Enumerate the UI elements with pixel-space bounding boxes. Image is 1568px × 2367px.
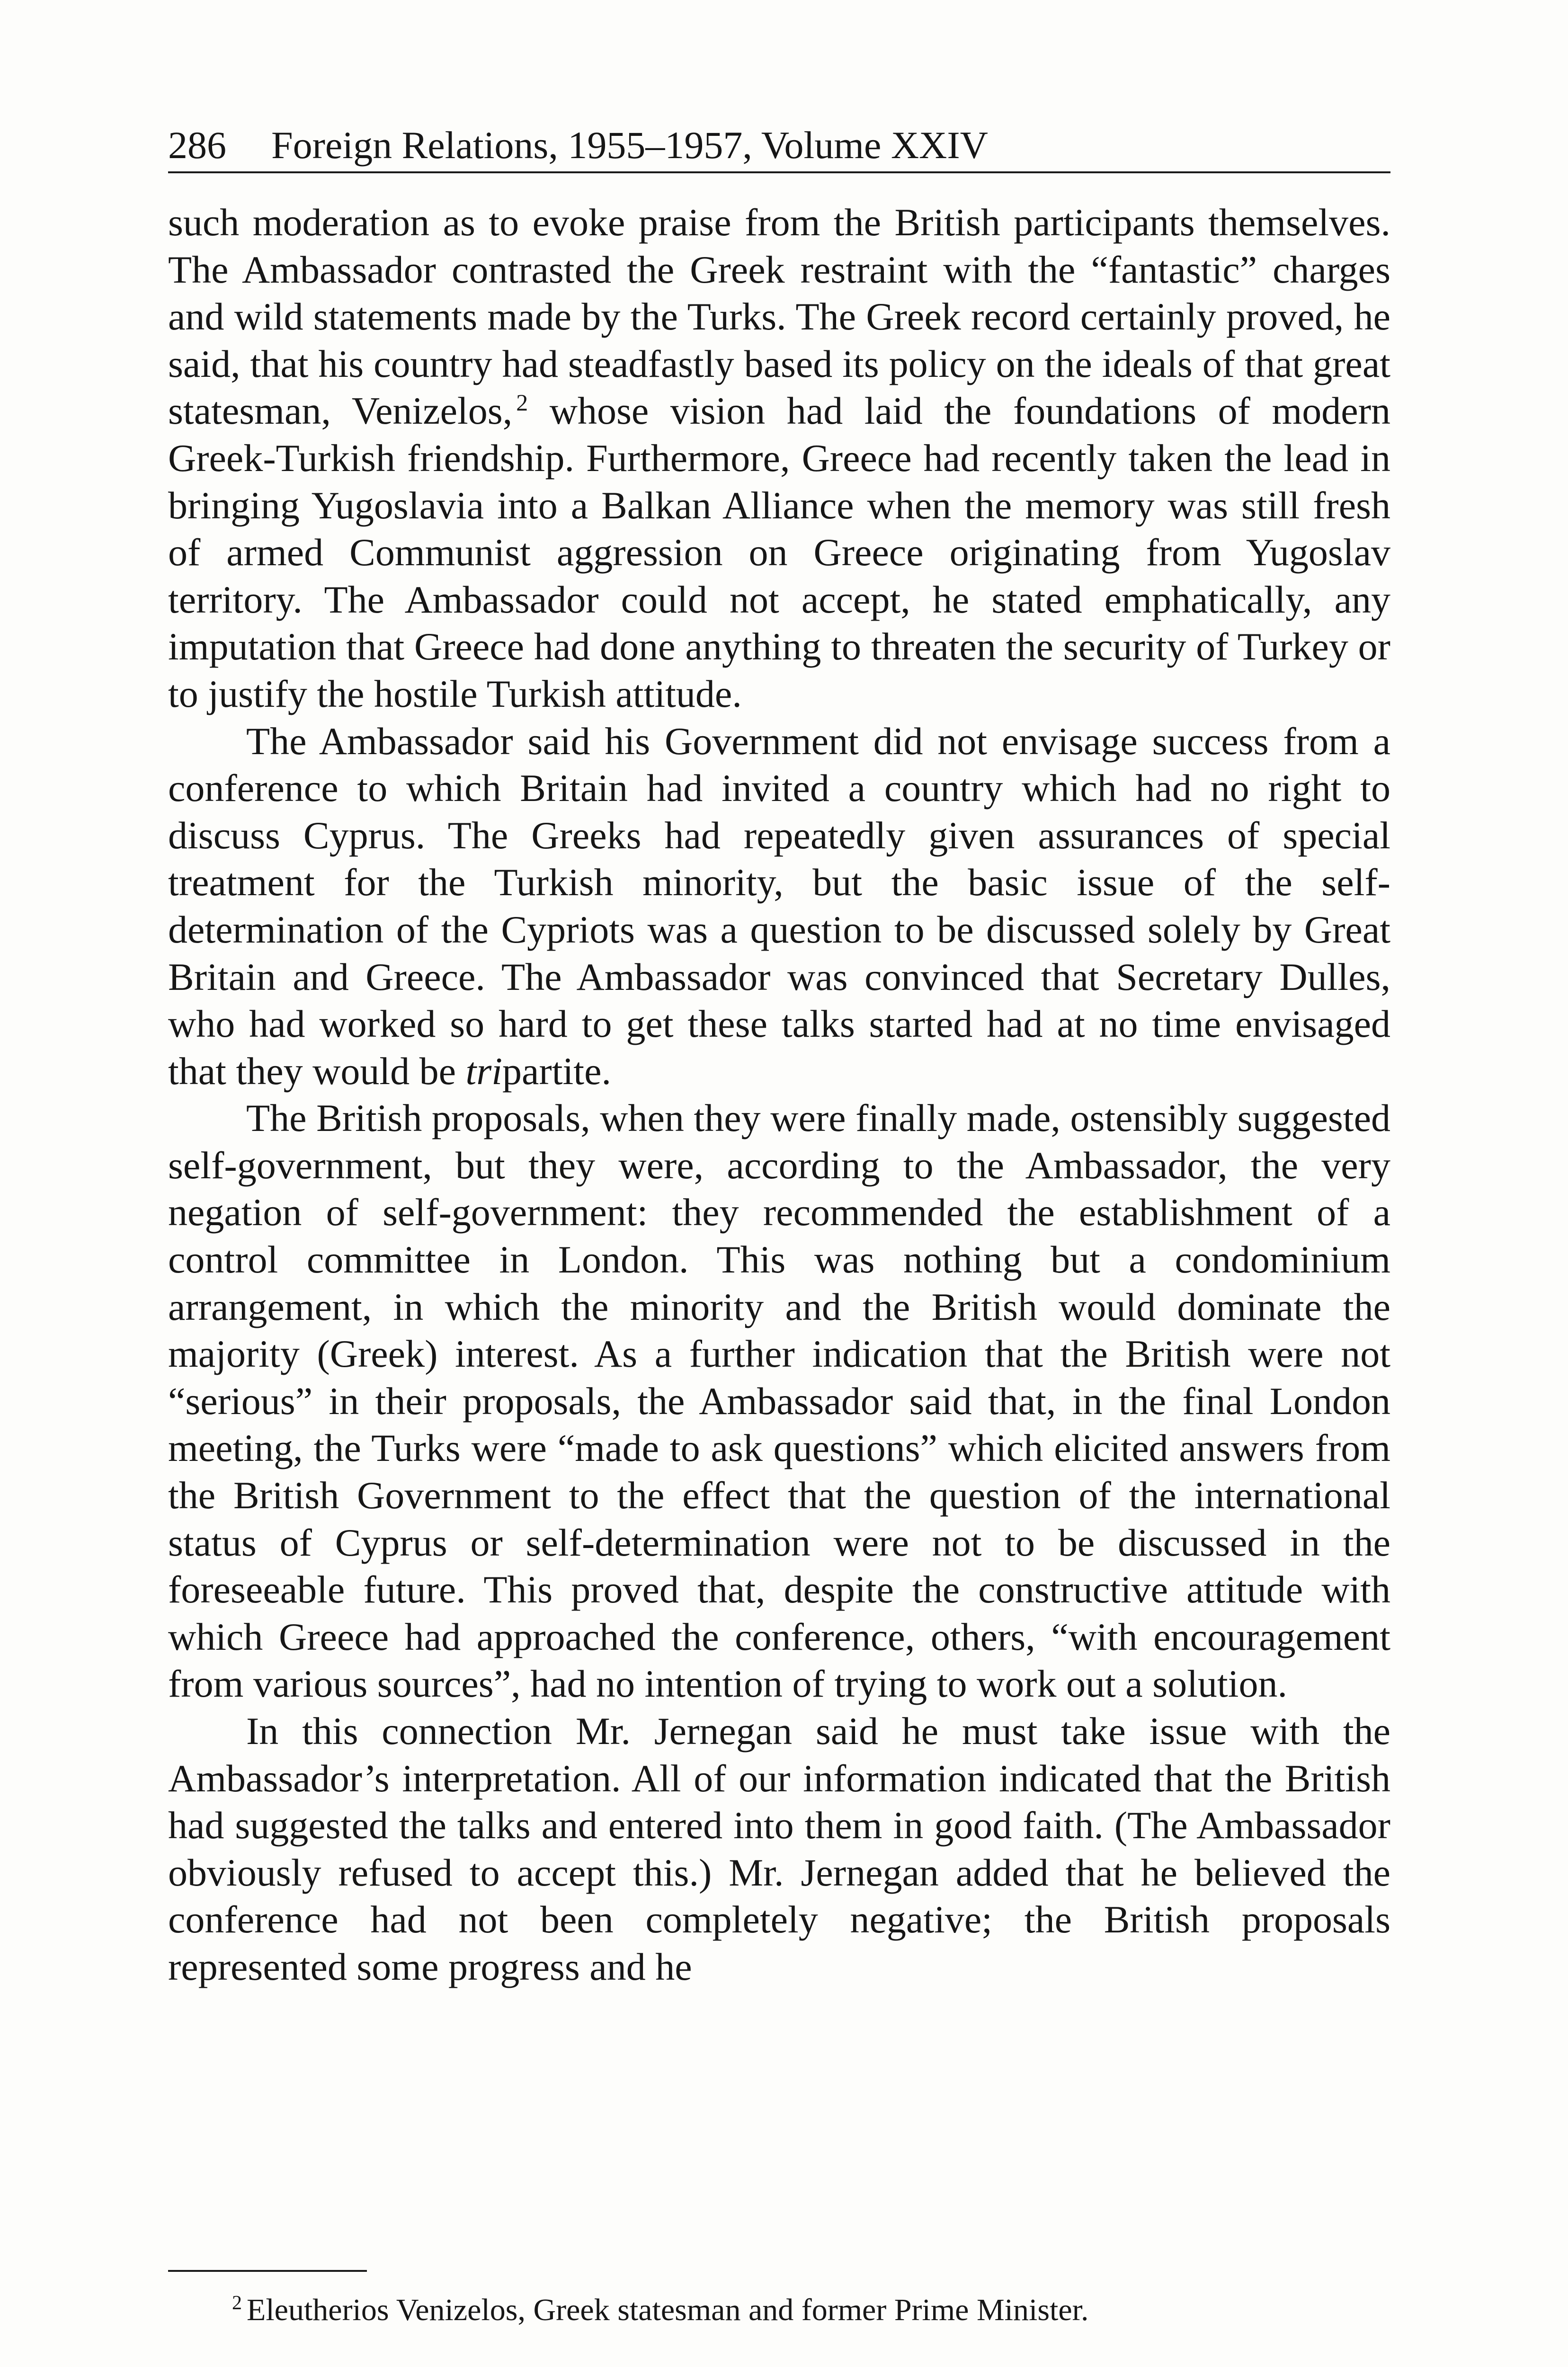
paragraph-1-part-a: such moderation as to evoke praise from the British participants themselves. The Ambassador contrasted the Greek restraint with the “fantastic” charges and wild statements made by the Turks. The Greek record certainly proved, he said, that his country had steadfastly based its policy on the ideals of that great statesman, Venizelos,	[168, 201, 1390, 433]
paragraph-2-part-b: partite.	[502, 1049, 611, 1093]
footnote-number: 2	[232, 2292, 242, 2314]
paragraph-1-part-b: whose vision had laid the foundations of modern Greek-Turkish friendship. Furthermore, Greece had recently taken the lead in bringing Yugoslavia into a Balkan Alliance when the memory was still fresh of armed Communist aggression on Greece originating from Yugoslav territory. The Ambassador could not accept, he stated emphatically, any imputation that Greece had done anything to threaten the security of Turkey or to justify the hostile Turkish attitude.	[168, 389, 1390, 715]
body-text	[168, 199, 1390, 1991]
italic-emphasis: tri	[465, 1049, 503, 1093]
footnote-reference: 2	[516, 389, 528, 416]
paragraph-1	[168, 199, 1390, 718]
paragraph-3: The British proposals, when they were finally made, ostensibly suggested self-government, but they were, according to the Ambassador, the very negation of self-government: they recommended the establishment of a control committee in London. This was nothing but a condominium arrangement, in which the minority and the British would dominate the majority (Greek) interest. As a further indication that the British were not “serious” in their proposals, the Ambassador said that, in the final London meeting, the Turks were “made to ask questions” which elicited answers from the British Government to the effect that the question of the international status of Cyprus or self-determination were not to be discussed in the foreseeable future. This proved that, despite the constructive attitude with which Greece had approached the conference, others, “with encouragement from various sources”, had no intention of trying to work out a solution.	[168, 1096, 1390, 1706]
footnote	[232, 2289, 1390, 2331]
footnote-divider	[168, 2270, 367, 2272]
paragraph-4: In this connection Mr. Jernegan said he must take issue with the Ambassador’s interpretation. All of our information indicated that the British had suggested the talks and entered into them in good faith. (The Ambassador obviously refused to accept this.) Mr. Jernegan added that he believed the conference had not been completely negative; the British proposals represented some progress and he	[168, 1709, 1390, 1988]
running-title: Foreign Relations, 1955–1957, Volume XXIV	[271, 124, 988, 167]
paragraph-2	[168, 718, 1390, 1095]
page-number: 286	[168, 124, 226, 167]
footnote-text: Eleutherios Venizelos, Greek statesman and former Prime Minister.	[247, 2293, 1089, 2327]
running-head	[168, 119, 1390, 173]
paragraph-2-part-a: The Ambassador said his Government did not envisage success from a conference to which Britain had invited a country which had no right to discuss Cyprus. The Greeks had repeatedly given assurances of special treatment for the Turkish minority, but the basic issue of the self-determination of the Cypriots was a question to be discussed solely by Great Britain and Greece. The Ambassador was convinced that Secretary Dulles, who had worked so hard to get these talks started had at no time envisaged that they would be	[168, 719, 1390, 1093]
